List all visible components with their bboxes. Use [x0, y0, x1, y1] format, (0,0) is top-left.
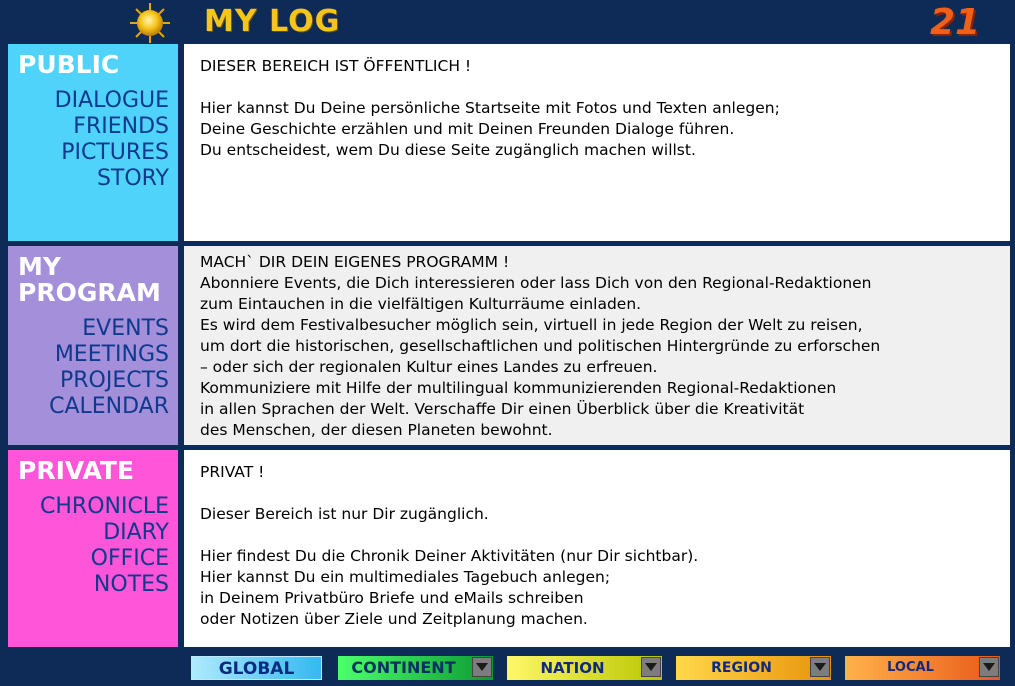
public-content	[184, 44, 1010, 241]
program-section	[8, 246, 1010, 445]
link-projects[interactable]: PROJECTS	[59, 368, 169, 393]
program-text-line: Kommuniziere mit Hilfe der multilingual kommunizierenden Regional-Redaktionen	[200, 379, 837, 397]
program-text-line: – oder sich der regionalen Kultur eines Landes zu erfreuen.	[200, 358, 658, 376]
link-story[interactable]: STORY	[96, 166, 169, 191]
chevron-down-icon[interactable]	[979, 657, 999, 677]
bottom-nav	[0, 650, 1015, 686]
chevron-down-icon[interactable]	[472, 657, 492, 677]
global-label: GLOBAL	[218, 659, 295, 679]
link-pictures[interactable]: PICTURES	[61, 140, 169, 165]
continent-label: CONTINENT	[351, 658, 456, 677]
region-select[interactable]	[676, 656, 831, 680]
link-office[interactable]: OFFICE	[90, 546, 169, 571]
public-section	[8, 44, 1010, 241]
chevron-down-icon[interactable]	[810, 657, 830, 677]
private-text-line: Hier findest Du die Chronik Deiner Aktivitäten (nur Dir sichtbar).	[200, 547, 699, 565]
public-text-line: Du entscheidest, wem Du diese Seite zugänglich machen willst.	[200, 141, 696, 159]
link-meetings[interactable]: MEETINGS	[54, 342, 169, 367]
private-sidebar	[8, 450, 178, 647]
public-title: PUBLIC	[18, 50, 120, 79]
private-text-line: in Deinem Privatbüro Briefe und eMails schreiben	[200, 589, 584, 607]
program-heading: MACH` DIR DEIN EIGENES PROGRAMM !	[200, 253, 510, 271]
link-friends[interactable]: FRIENDS	[73, 114, 169, 139]
public-text-line: Deine Geschichte erzählen und mit Deinen Freunden Dialoge führen.	[200, 120, 735, 138]
private-text-line: Hier kannst Du ein multimediales Tagebuch anlegen;	[200, 568, 611, 586]
program-links	[8, 316, 169, 420]
program-text-line: des Menschen, der diesen Planeten bewohnt.	[200, 421, 553, 439]
private-links	[8, 494, 169, 598]
program-text-line: Abonniere Events, die Dich interessieren oder lass Dich von den Regional-Redaktionen	[200, 274, 872, 292]
private-heading: PRIVAT !	[200, 463, 265, 481]
link-diary[interactable]: DIARY	[103, 520, 169, 545]
private-text-line: oder Notizen über Ziele und Zeitplanung machen.	[200, 610, 588, 628]
continent-select[interactable]	[338, 656, 493, 680]
public-text-line: Hier kannst Du Deine persönliche Startseite mit Fotos und Texten anlegen;	[200, 99, 780, 117]
program-text-line: Es wird dem Festivalbesucher möglich sein, virtuell in jede Region der Welt zu reisen,	[200, 316, 863, 334]
public-heading: DIESER BEREICH IST ÖFFENTLICH !	[200, 57, 472, 75]
private-text-line: Dieser Bereich ist nur Dir zugänglich.	[200, 505, 489, 523]
link-dialogue[interactable]: DIALOGUE	[54, 88, 169, 113]
local-label: LOCAL	[887, 660, 934, 675]
private-title: PRIVATE	[18, 456, 135, 485]
private-content	[184, 450, 1010, 647]
program-sidebar	[8, 246, 178, 445]
page-title: MY LOG	[204, 4, 341, 39]
program-content	[184, 246, 1010, 445]
public-sidebar	[8, 44, 178, 241]
program-text-line: um dort die historischen, gesellschaftlichen und politischen Hintergründe zu erforschen	[200, 337, 881, 355]
link-notes[interactable]: NOTES	[93, 572, 169, 597]
nation-select[interactable]	[507, 656, 662, 680]
chevron-down-icon[interactable]	[641, 657, 661, 677]
link-events[interactable]: EVENTS	[82, 316, 169, 341]
public-links	[8, 88, 169, 192]
program-title	[8, 254, 169, 306]
program-title-line2: PROGRAM	[18, 278, 161, 307]
program-title-line1: MY	[18, 252, 61, 281]
private-section	[8, 450, 1010, 647]
program-text-line: zum Eintauchen in die vielfältigen Kulturräume einladen.	[200, 295, 642, 313]
logo: 21	[930, 2, 981, 43]
region-label: REGION	[711, 660, 772, 676]
sun-icon	[128, 2, 172, 44]
header	[0, 0, 1015, 44]
link-calendar[interactable]: CALENDAR	[49, 394, 169, 419]
global-button[interactable]	[191, 656, 322, 680]
nation-label: NATION	[540, 659, 605, 677]
local-select[interactable]	[845, 656, 1000, 680]
link-chronicle[interactable]: CHRONICLE	[40, 494, 169, 519]
program-text-line: in allen Sprachen der Welt. Verschaffe Dir einen Überblick über die Kreativität	[200, 400, 805, 418]
